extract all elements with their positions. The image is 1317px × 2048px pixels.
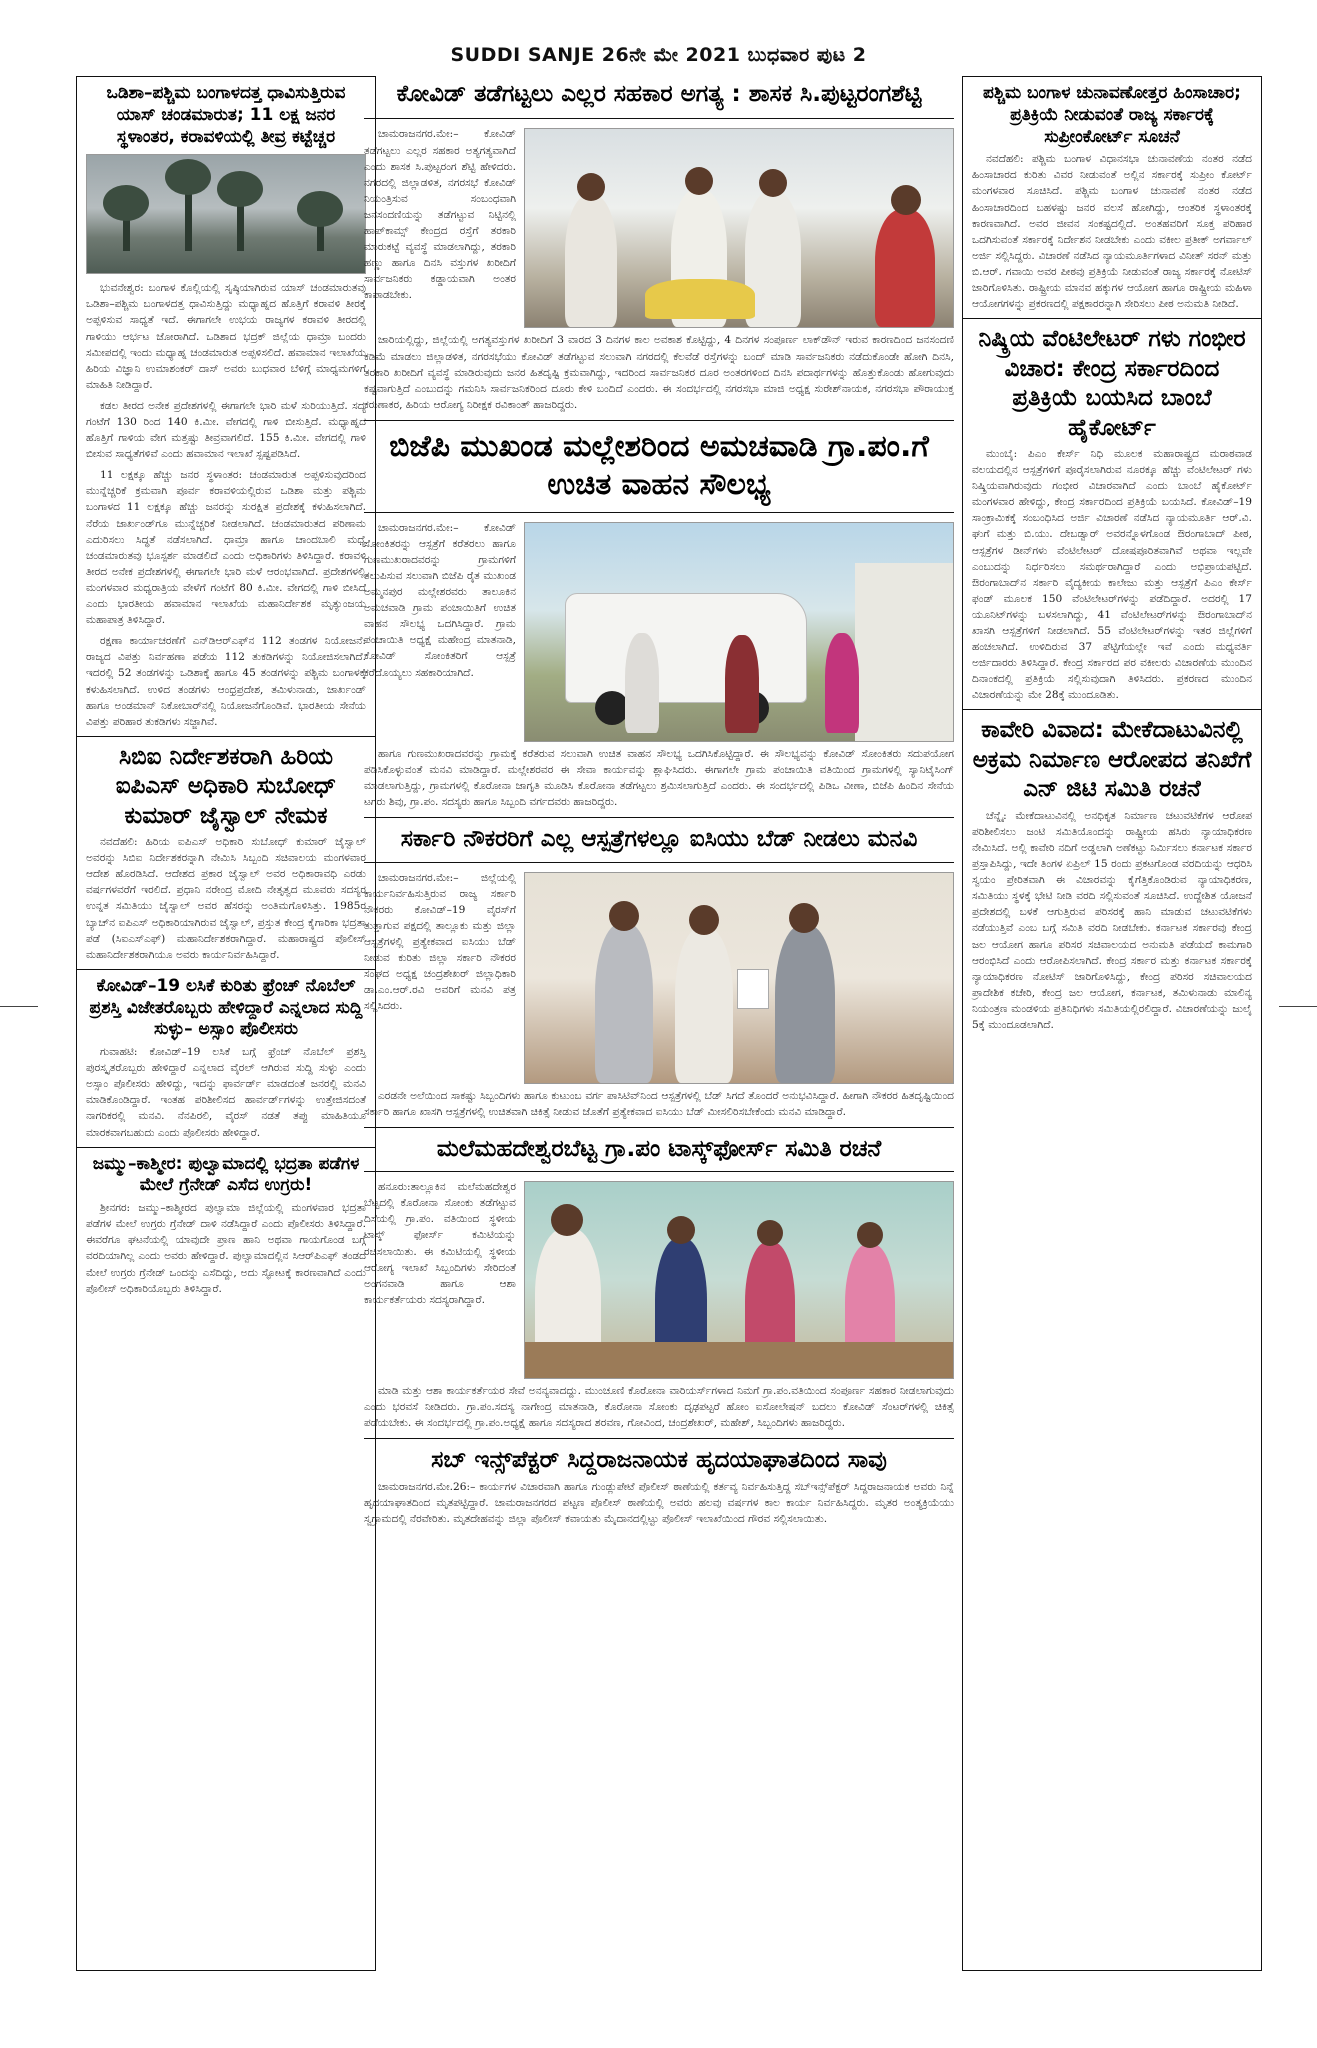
article-covid-body: ಜಾರಿಯಲ್ಲಿದ್ದು, ಜಿಲ್ಲೆಯಲ್ಲಿ ಅಗತ್ಯವಸ್ತುಗಳ ಖರೀದಿಗೆ 3 ವಾರದ 3 ದಿನಗಳ ಕಾಲ ಅವಕಾಶ ಕೊಟ್ಟಿದ್ದು, 4 ದಿನಗಳ ಸಂಪೂರ್ಣ ಲಾಕ್‌ಡೌನ್ ಇರುವ ಕಾರಣದಿಂದ ಜನಸಂದಣಿ ಕಡಿಮೆ ಮಾಡಲು ಜಿಲ್ಲಾಡಳಿತ, ನಗರಸಭೆಯು ಕೋವಿಡ್ ತಡೆಗಟ್ಟುವ ಸಲುವಾಗಿ ನಗರದಲ್ಲಿ ಕೆಲವೆಡೆ ರಸ್ತೆಗಳನ್ನು ಬಂದ್ ಮಾಡಿ ಸಾರ್ವಜನಿಕರು ನಡೆದುಕೊಂಡೇ ಹೋಗಿ ದಿನಸಿ, ತರಕಾರಿ ಖರೀದಿಗೆ ವ್ಯವಸ್ಥೆ ಮಾಡಿರುವುದು ಜನರ ಹಿತದೃಷ್ಟಿ ಕ್ರಮವಾಗಿದ್ದು, ಇದರಿಂದ ಸಾರ್ವಜನಿಕರ ದೂರ ಅಂತರಗಳಿಂದ ದಿನಸಿ ಪದಾರ್ಥಗಳನ್ನು ಹೊತ್ತುಕೊಂಡು ಹೋಗುವುದು ಕಷ್ಟವಾಗುತ್ತಿದೆ ಎಂಬುದನ್ನು ಗಮನಿಸಿ ಸಾರ್ವಜನಿಕರಿಂದ ದೂರು ಕೇಳಿ ಬಂದಿದೆ ಎಂದರು. ಈ ಸಂದರ್ಭದಲ್ಲಿ ನಗರಸಭಾ ಮಾಜಿ ಅಧ್ಯಕ್ಷ ಸುರೇಶ್‌ನಾಯಕ, ನಗರಸಭಾ ಪೌರಾಯುಕ್ತ ಕರುಣಾಕರ, ಹಿರಿಯ ಆರೋಗ್ಯ ನಿರೀಕ್ಷಕ ರವಿಕಾಂತ್ ಹಾಜರಿದ್ದರು. — [364, 334, 954, 411]
article-free-vehicle — [364, 520, 954, 810]
person-shape — [875, 209, 935, 327]
wheel-shape — [595, 691, 629, 725]
divider — [963, 709, 1261, 710]
headline-cauvery: ಕಾವೇರಿ ವಿವಾದ: ಮೇಕೆದಾಟುವಿನಲ್ಲಿ ಅಕ್ರಮ ನಿರ್ಮಾಣ ಆರೋಪದ ತನಿಖೆಗೆ ಎನ್ ಜಿಟಿ ಸಮಿತಿ ರಚನೆ — [972, 717, 1252, 803]
tree-shape — [237, 197, 244, 251]
building-shape — [855, 563, 953, 741]
divider — [364, 1438, 954, 1439]
article-icu-body: ಎರಡನೇ ಅಲೆಯಿಂದ ಸಾಕಷ್ಟು ಸಿಬ್ಬಂದಿಗಳು ಹಾಗೂ ಕುಟುಂಬ ವರ್ಗ ಪಾಸಿಟಿವ್‌ನಿಂದ ಆಸ್ಪತ್ರೆಗಳಲ್ಲಿ ಬೆಡ್ ಸಿಗದೆ ತೊಂದರೆ ಅನುಭವಿಸಿದ್ದಾರೆ. ಹೀಗಾಗಿ ನೌಕರರ ಹಿತದೃಷ್ಟಿಯಿಂದ ಸರ್ಕಾರಿ ಹಾಗೂ ಖಾಸಗಿ ಆಸ್ಪತ್ರೆಗಳಲ್ಲಿ ಉಚಿತವಾಗಿ ಚಿಕಿತ್ಸೆ ನೀಡುವ ಜೊತೆಗೆ ಪ್ರತ್ಯೇಕವಾದ ಐಸಿಯು ಬೆಡ್ ಮೀಸಲಿರಿಸಬೇಕೆಂದು ಮನವಿ ಮಾಡಿದ್ದಾರೆ. — [364, 1089, 954, 1118]
article-taskforce-body: ಮಾಡಿ ಮತ್ತು ಆಶಾ ಕಾರ್ಯಕರ್ತೆಯರ ಸೇವೆ ಅನನ್ಯವಾದದ್ದು. ಮುಂಚೂಣಿ ಕೊರೋನಾ ವಾರಿಯರ್ಸ್‌ಗಳಾದ ನಿಮಗೆ ಗ್ರಾ.ಪಂ.ವತಿಯಿಂದ ಸಂಪೂರ್ಣ ಸಹಕಾರ ನೀಡಲಾಗುವುದು ಎಂದು ಭರವಸೆ ನೀಡಿದರು. ಗ್ರಾ.ಪಂ.ಸದಸ್ಯ ನಾಗೇಂದ್ರ ಮಾತನಾಡಿ, ಕೊರೋನಾ ಸೋಂಕು ದೃಢಪಟ್ಟರೆ ಹೋಂ ಐಸೋಲೇಷನ್ ಬದಲು ಕೋವಿಡ್ ಸೆಂಟರ್‌ಗಳಲ್ಲಿ ಚಿಕಿತ್ಸೆ ಪಡೆಯಬೇಕು. ಈ ಸಂದರ್ಭದಲ್ಲಿ ಗ್ರಾ.ಪಂ.ಅಧ್ಯಕ್ಷೆ ಹಾಗೂ ಸದಸ್ಯರಾದ ಶರವಣ, ಗೋವಿಂದ, ಚಂದ್ರಶೇಖರ್, ಮಹೇಶ್, ಸಿಬ್ಬಂದಿಗಳು ಹಾಜರಿದ್ದರು. — [364, 1385, 954, 1430]
headline-cyclone-yaas: ಒಡಿಶಾ–ಪಶ್ಚಿಮ ಬಂಗಾಳದತ್ತ ಧಾವಿಸುತ್ತಿರುವ ಯಾಸ್ ಚಂಡಮಾರುತ; 11 ಲಕ್ಷ ಜನರ ಸ್ಥಳಾಂತರ, ಕರಾವಳಿಯಲ್ಲಿ ತೀವ್ರ ಕಟ್ಟೆಚ್ಚರ — [106, 83, 346, 147]
margin-rule-left — [0, 1006, 38, 1007]
article-cauvery: ಚೆನ್ನೈ: ಮೇಕೆದಾಟುವಿನಲ್ಲಿ ಅನಧಿಕೃತ ನಿರ್ಮಾಣ ಚಟುವಟಿಕೆಗಳ ಆರೋಪ ಪರಿಶೀಲಿಸಲು ಜಂಟಿ ಸಮಿತಿಯೊಂದನ್ನು ರಾಷ್ಟ್ರೀಯ ಹಸಿರು ನ್ಯಾಯಾಧಿಕರಣ ನೇಮಿಸಿದೆ. ಅಲ್ಲಿ ಕಾವೇರಿ ನದಿಗೆ ಅಡ್ಡಲಾಗಿ ಅಣೆಕಟ್ಟು ನಿರ್ಮಿಸಲು ಕರ್ನಾಟಕ ಸರ್ಕಾರ ಪ್ರಸ್ತಾಪಿಸಿದ್ದು, ಇದೇ ತಿಂಗಳ ಏಪ್ರಿಲ್ 15 ರಂದು ಪ್ರಕಟಗೊಂಡ ವರದಿಯನ್ನು ಆಧರಿಸಿ ಸ್ವಯಂ ಪ್ರೇರಿತವಾಗಿ ಈ ವಿಚಾರವನ್ನು ಕೈಗೆತ್ತಿಕೊಂಡಿರುವ ನ್ಯಾಯಾಧಿಕರಣ, ಸಮಿತಿಯು ಸ್ಥಳಕ್ಕೆ ಭೇಟಿ ನೀಡಿ ವರದಿ ಸಲ್ಲಿಸುವಂತೆ ಸೂಚಿಸಿದೆ. ಉದ್ದೇಶಿತ ಯೋಜನೆ ಪ್ರದೇಶದಲ್ಲಿ ಬಳಕೆ ಆಗುತ್ತಿರುವ ಪರಿಸರಕ್ಕೆ ಹಾನಿ ಮಾಡುವ ಚಟುವಟಿಕೆಗಳು ನಡೆಯುತ್ತಿವೆ ಎಂಬ ಬಗ್ಗೆ ಸಮಿತಿ ವರದಿ ನೀಡಬೇಕು. ಕರ್ನಾಟಕ ಸರ್ಕಾರವು ಕೇಂದ್ರ ಜಲ ಆಯೋಗ ಹಾಗೂ ಪರಿಸರ ಸಚಿವಾಲಯದ ಅನುಮತಿ ಪಡೆಯದೆ ಕಾಮಗಾರಿ ಆರಂಭಿಸಿದೆ ಎಂದು ಆರೋಪಿಸಲಾಗಿದೆ. ಕೇಂದ್ರ ಸರ್ಕಾರ ಮತ್ತು ಕರ್ನಾಟಕ ಸರ್ಕಾರಕ್ಕೆ ನ್ಯಾಯಾಧಿಕರಣ ನೋಟಿಸ್ ಜಾರಿಗೊಳಿಸಿದ್ದು, ಕೇಂದ್ರ ಪರಿಸರ ಸಚಿವಾಲಯದ ಪ್ರಾದೇಶಿಕ ಕಚೇರಿ, ಕೇಂದ್ರ ಜಲ ಆಯೋಗ, ಕರ್ನಾಟಕ, ತಮಿಳುನಾಡು ಮಾಲಿನ್ಯ ನಿಯಂತ್ರಣ ಮಂಡಳಿಯ ಪ್ರತಿನಿಧಿಗಳು ಸಮಿತಿಯಲ್ಲಿರಲಿದ್ದಾರೆ. ವಿಚಾರಣೆಯನ್ನು ಜುಲೈ 5ಕ್ಕೆ ಮುಂದೂಡಲಾಗಿದೆ. — [972, 809, 1252, 1031]
person-head — [689, 905, 719, 935]
person-head — [551, 1204, 583, 1236]
divider — [77, 736, 375, 737]
article-taskforce — [364, 1179, 954, 1431]
person-shape — [775, 925, 835, 1083]
article-cyclone-p3: 11 ಲಕ್ಷಕ್ಕೂ ಹೆಚ್ಚು ಜನರ ಸ್ಥಳಾಂತರ: ಚಂಡಮಾರುತ ಅಪ್ಪಳಿಸುವುದರಿಂದ ಮುನ್ನೆಚ್ಚರಿಕೆ ಕ್ರಮವಾಗಿ ಪೂರ್ವ ಕರಾವಳಿಯಲ್ಲಿರುವ ಒಡಿಶಾ ಮತ್ತು ಪಶ್ಚಿಮ ಬಂಗಾಳದ 11 ಲಕ್ಷಕ್ಕೂ ಹೆಚ್ಚು ಜನರನ್ನು ಸುರಕ್ಷಿತ ಪ್ರದೇಶಕ್ಕೆ ಕಳುಹಿಸಲಾಗಿದೆ. ನೆರೆಯ ಜಾರ್ಖಂಡ್‌ಗೂ ಮುನ್ನೆಚ್ಚರಿಕೆ ನೀಡಲಾಗಿದೆ. ಚಂಡಮಾರುತದ ಪರಿಣಾಮ ಎದುರಿಸಲು ಸಿದ್ಧತೆ ನಡೆಸಲಾಗಿದೆ. ಧಾಮ್ರಾ ಹಾಗೂ ಚಾಂದಬಾಲಿ ಮಧ್ಯೆ ಚಂಡಮಾರುತವು ಭೂಸ್ಪರ್ಶ ಮಾಡಲಿದೆ ಎಂದು ಅಧಿಕಾರಿಗಳು ತಿಳಿಸಿದ್ದಾರೆ. ಕರಾವಳಿ ತೀರದ ಅನೇಕ ಪ್ರದೇಶಗಳಲ್ಲಿ ಈಗಾಗಲೇ ಭಾರಿ ಮಳೆ ಆರಂಭವಾಗಿದೆ. ಪ್ರದೇಶಗಳಲ್ಲಿ ಮಂಗಳವಾರ ಮಧ್ಯರಾತ್ರಿಯ ವೇಳೆಗೆ ಗಂಟೆಗೆ 80 ಕಿ.ಮೀ. ವೇಗದಲ್ಲಿ ಗಾಳಿ ಬೀಸಿದೆ ಎಂದು ಭಾರತೀಯ ಹವಾಮಾನ ಇಲಾಖೆಯ ಮಹಾನಿರ್ದೇಶಕ ಮೃತ್ಯುಂಜಯ ಮಹಾಪಾತ್ರ ತಿಳಿಸಿದ್ದಾರೆ. — [86, 469, 366, 627]
produce-pile — [645, 279, 755, 319]
headline-cbi-director: ಸಿಬಿಐ ನಿರ್ದೇಶಕರಾಗಿ ಹಿರಿಯ ಐಪಿಎಸ್ ಅಧಿಕಾರಿ ಸುಬೋಧ್ ಕುಮಾರ್ ಜೈಸ್ವಾಲ್ ನೇಮಕ — [115, 743, 337, 829]
article-covid-side: ಚಾಮರಾಜನಗರ.ಮೇ:– ಕೋವಿಡ್ ತಡೆಗಟ್ಟಲು ಎಲ್ಲರ ಸಹಕಾರ ಅತ್ಯಗತ್ಯವಾಗಿದೆ ಎಂದು ಶಾಸಕ ಸಿ.ಪುಟ್ಟರಂಗ ಶೆಟ್ಟಿ ಹೇಳಿದರು. ನಗರದಲ್ಲಿ ಜಿಲ್ಲಾಡಳಿತ, ನಗರಸಭೆ ಕೋವಿಡ್ ನಿಯಂತ್ರಿಸುವ ಸಂಬಂಧವಾಗಿ ಜನಸಂದಣಿಯನ್ನು ತಡೆಗಟ್ಟುವ ನಿಟ್ಟಿನಲ್ಲಿ ಹಾಪ್‌ಕಾಮ್ಸ್ ಕೇಂದ್ರದ ರಸ್ತೆಗೆ ತರಕಾರಿ ಮಾರುಕಟ್ಟೆ ವ್ಯವಸ್ಥೆ ಮಾಡಲಾಗಿದ್ದು, ತರಕಾರಿ ಹಣ್ಣು ಹಾಗೂ ದಿನಸಿ ವಸ್ತುಗಳ ಖರೀದಿಗೆ ಸಾರ್ವಜನಿಕರು ಕಡ್ಡಾಯವಾಗಿ ಅಂತರ ಕಾಪಾಡಬೇಕು. — [364, 128, 516, 302]
people-photo — [524, 128, 954, 328]
article-vehicle-side: ಚಾಮರಾಜನಗರ.ಮೇ:– ಕೋವಿಡ್ ಸೋಂಕಿತರನ್ನು ಆಸ್ಪತ್ರೆಗೆ ಕರೆತರಲು ಹಾಗೂ ಗುಣಮುಖರಾದವರನ್ನು ಗ್ರಾಮಗಳಿಗೆ ತಲುಪಿಸುವ ಸಲುವಾಗಿ ಬಿಜೆಪಿ ರೈತ ಮುಖಂಡ ಅಮ್ಮನಪುರ ಮಲ್ಲೇಶರವರು ತಾಲೂಕಿನ ಅಮಚವಾಡಿ ಗ್ರಾಮ ಪಂಚಾಯಿತಿಗೆ ಉಚಿತ ವಾಹನ ಸೌಲಭ್ಯ ಒದಗಿಸಿದ್ದಾರೆ. ಗ್ರಾಮ ಪಂಚಾಯಿತಿ ಅಧ್ಯಕ್ಷೆ ಮಹೇಂದ್ರ ಮಾತನಾಡಿ, ಕೋವಿಡ್ ಸೋಂಕಿತರಿಗೆ ಆಸ್ಪತ್ರೆ ಕರೆದೊಯ್ಯಲು ಸಹಕಾರಿಯಾಗಿದೆ. — [364, 521, 516, 679]
middle-column — [364, 76, 954, 1971]
tree-shape — [123, 211, 130, 251]
masthead: SUDDI SANJE 26ನೇ ಮೇ 2021 ಬುಧವಾರ ಪುಟ 2 — [450, 44, 867, 66]
divider — [364, 1171, 954, 1172]
meeting-photo — [524, 1181, 954, 1379]
margin-rule-right — [1279, 1006, 1317, 1007]
divider — [963, 318, 1261, 319]
article-bengal: ನವದೆಹಲಿ: ಪಶ್ಚಿಮ ಬಂಗಾಳ ವಿಧಾನಸಭಾ ಚುನಾವಣೆಯ ನಂತರ ನಡೆದ ಹಿಂಸಾಚಾರದ ಕುರಿತು ವಿವರ ನೀಡುವಂತೆ ಅಲ್ಲಿನ ಸರ್ಕಾರಕ್ಕೆ ಸುಪ್ರೀಂ ಕೋರ್ಟ್ ಮಂಗಳವಾರ ಸೂಚಿಸಿದೆ. ಪಶ್ಚಿಮ ಬಂಗಾಳ ಚುನಾವಣೆ ನಂತರ ನಡೆದ ಹಿಂಸಾಚಾರದಿಂದ ಬಹಳಷ್ಟು ಜನರ ವಲಸೆ ಹೋಗಿದ್ದು, ಆಂತರಿಕ ಸ್ಥಳಾಂತರಕ್ಕೆ ಕಾರಣವಾಗಿದೆ. ಅವರ ಜೀವನ ಸಂಕಷ್ಟದಲ್ಲಿದೆ. ಅಂತಹವರಿಗೆ ಸೂಕ್ತ ಪರಿಹಾರ ಒದಗಿಸುವಂತೆ ಸರ್ಕಾರಕ್ಕೆ ನಿರ್ದೇಶನ ನೀಡಬೇಕು ಎಂದು ವಕೀಲ ಪ್ರತೀಕ್ ಅಗರ್ವಾಲ್ ಅರ್ಜಿ ಸಲ್ಲಿಸಿದ್ದರು. ವಿಚಾರಣೆ ನಡೆಸಿದ ನ್ಯಾಯಮೂರ್ತಿಗಳಾದ ವಿನೀತ್ ಸರನ್ ಮತ್ತು ಬಿ.ಆರ್. ಗವಾಯಿ ಅವರ ಪೀಠವು ಪ್ರತಿಕ್ರಿಯೆ ನೀಡುವಂತೆ ರಾಜ್ಯ ಸರ್ಕಾರಕ್ಕೆ ನೋಟಿಸ್ ಜಾರಿಗೊಳಿಸಿತು. ರಾಷ್ಟ್ರೀಯ ಮಾನವ ಹಕ್ಕುಗಳ ಆಯೋಗ ಹಾಗೂ ರಾಷ್ಟ್ರೀಯ ಮಹಿಳಾ ಆಯೋಗಗಳನ್ನು ಪ್ರಕರಣದಲ್ಲಿ ಪಕ್ಷಕಾರರನ್ನಾಗಿ ಸೇರಿಸಲು ಪೀಠ ಅನುಮತಿ ನೀಡಿದೆ. — [972, 153, 1252, 311]
article-ventilators: ಮುಂಬೈ: ಪಿಎಂ ಕೇರ್ಸ್ ನಿಧಿ ಮೂಲಕ ಮಹಾರಾಷ್ಟ್ರದ ಮರಾಠವಾಡ ವಲಯದಲ್ಲಿನ ಆಸ್ಪತ್ರೆಗಳಿಗೆ ಪೂರೈಸಲಾಗಿರುವ ನೂರಕ್ಕೂ ಹೆಚ್ಚು ವೆಂಟಿಲೇಟರ್ ಗಳು ನಿಷ್ಕ್ರಿಯವಾಗಿರುವುದು ಗಂಭೀರ ವಿಚಾರವಾಗಿದೆ ಎಂದು ಬಾಂಬೆ ಹೈಕೋರ್ಟ್ ಮಂಗಳವಾರ ಹೇಳಿದ್ದು, ಕೇಂದ್ರ ಸರ್ಕಾರದಿಂದ ಪ್ರತಿಕ್ರಿಯೆ ಬಯಸಿದೆ. ಕೋವಿಡ್–19 ಸಾಂಕ್ರಾಮಿಕಕ್ಕೆ ಸಂಬಂಧಿಸಿದ ಅರ್ಜಿ ವಿಚಾರಣೆ ನಡೆಸಿದ ನ್ಯಾಯಮೂರ್ತಿ ಆರ್.ವಿ. ಘುಗೆ ಮತ್ತು ಬಿ.ಯು. ದೇಬಡ್ವಾರ್ ಅವರನ್ನೊಳಗೊಂಡ ಔರಂಗಾಬಾದ್ ಪೀಠ, ಆಸ್ಪತ್ರೆಗಳ ಡೀನ್‌ಗಳು ವೆಂಟಿಲೇಟರ್ ದೋಷಪೂರಿತವಾಗಿವೆ ಅಥವಾ ಇಲ್ಲವೇ ಎಂಬುದನ್ನು ನಿರ್ಧರಿಸಲು ಸಮರ್ಥರಾಗಿದ್ದಾರೆ ಎಂದು ಅಭಿಪ್ರಾಯಪಟ್ಟಿದೆ. ಔರಂಗಾಬಾದ್‌ನ ಸರ್ಕಾರಿ ವೈದ್ಯಕೀಯ ಕಾಲೇಜು ಮತ್ತು ಆಸ್ಪತ್ರೆಗೆ ಪಿಎಂ ಕೇರ್ಸ್ ಫಂಡ್ ಮೂಲಕ 150 ವೆಂಟಿಲೇಟರ್‌ಗಳನ್ನು ಪಡೆದಿದ್ದಾರೆ. ಅದರಲ್ಲಿ 17 ಯೂನಿಟ್‌ಗಳನ್ನು ಬಳಸಲಾಗಿದ್ದು, 41 ವೆಂಟಿಲೇಟರ್‌ಗಳನ್ನು ಔರಂಗಾಬಾದ್‌ನ ಖಾಸಗಿ ಆಸ್ಪತ್ರೆಗಳಿಗೆ ನೀಡಲಾಗಿದೆ. 55 ವೆಂಟಿಲೇಟರ್‌ಗಳನ್ನು ಇತರ ಜಿಲ್ಲೆಗಳಿಗೆ ಹಂಚಲಾಗಿದೆ. ಉಳಿದಿರುವ 37 ಪೆಟ್ಟಿಗೆಯಲ್ಲೇ ಇವೆ ಎಂದು ಮಧ್ಯವರ್ತಿ ಅರ್ಜಿದಾರರು ತಿಳಿಸಿದ್ದಾರೆ. ಕೇಂದ್ರ ಸರ್ಕಾರದ ಪರ ವಕೀಲರು ವಿಚಾರಣೆಯ ಮುಂದಿನ ದಿನಾಂಕದಲ್ಲಿ ಪ್ರತಿಕ್ರಿಯೆ ಸಲ್ಲಿಸುವುದಾಗಿ ತಿಳಿಸಿದರು. ಪ್ರಕರಣದ ಮುಂದಿನ ವಿಚಾರಣೆಯನ್ನು ಮೇ 28ಕ್ಕೆ ಮುಂದೂಡಿತು. — [972, 447, 1252, 702]
person-head — [857, 1222, 883, 1248]
person-shape — [595, 923, 653, 1083]
person-shape — [825, 633, 859, 733]
van-shape — [565, 593, 807, 703]
person-shape — [675, 927, 733, 1083]
article-cyclone-p1: ಭುವನೇಶ್ವರ: ಬಂಗಾಳ ಕೊಲ್ಲಿಯಲ್ಲಿ ಸೃಷ್ಠಿಯಾಗಿರುವ ಯಾಸ್ ಚಂಡಮಾರುತವು ಒಡಿಶಾ–ಪಶ್ಚಿಮ ಬಂಗಾಳದತ್ತ ಧಾವಿಸುತ್ತಿದ್ದು ಮಧ್ಯಾಹ್ನದ ಹೊತ್ತಿಗೆ ಕರಾವಳಿ ತೀರಕ್ಕೆ ಅಪ್ಪಳಿಸುವ ಸಾಧ್ಯತೆ ಇದೆ. ಈಗಾಗಲೇ ಉಭಯ ರಾಜ್ಯಗಳ ಕರಾವಳಿ ತೀರದಲ್ಲಿ ಗಾಳಿಯು ಆರ್ಭಟ ಜೋರಾಗಿದೆ. ಒಡಿಶಾದ ಭದ್ರಕ್ ಜಿಲ್ಲೆಯ ಧಾಮ್ರಾ ಬಂದರು ಸಮೀಪದಲ್ಲಿ ಇಂದು ಮಧ್ಯಾಹ್ನ ಚಂಡಮಾರುತ ಅಪ್ಪಳಿಸಲಿದೆ. ಹವಾಮಾನ ಇಲಾಖೆಯ ಹಿರಿಯ ವಿಜ್ಞಾನಿ ಉಮಾಶಂಕರ್ ದಾಸ್ ಅವರು ಬುಧವಾರ ಬೆಳಿಗ್ಗೆ ಮಾಧ್ಯಮಗಳಿಗೆ ಮಾಹಿತಿ ನೀಡಿದ್ದಾರೆ. — [86, 282, 366, 391]
storm-photo — [86, 154, 366, 274]
divider — [364, 118, 954, 119]
headline-pulwama-grenade: ಜಮ್ಮು–ಕಾಶ್ಮೀರ: ಪುಲ್ವಾಮಾದಲ್ಲಿ ಭದ್ರತಾ ಪಡೆಗಳ ಮೇಲೆ ಗ್ರೆನೇಡ್ ಎಸೆದ ಉಗ್ರರು! — [92, 1153, 360, 1196]
divider — [364, 817, 954, 818]
person-shape — [625, 633, 659, 733]
article-taskforce-side: ಹನೂರು:ತಾಲ್ಲೂಕಿನ ಮಲೆಮಹದೇಶ್ವರ ಬೆಟ್ಟದಲ್ಲಿ ಕೊರೋನಾ ಸೋಂಕು ತಡೆಗಟ್ಟುವ ದಿಸೆಯಲ್ಲಿ ಗ್ರಾ.ಪಂ. ವತಿಯಿಂದ ಸ್ಥಳೀಯ ಟಾಸ್ಕ್ ಫೋರ್ಸ್ ಕಮಿಟಿಯನ್ನು ರಚಿಸಲಾಯಿತು. ಈ ಕಮಿಟಿಯಲ್ಲಿ ಸ್ಥಳೀಯ ಆರೋಗ್ಯ ಇಲಾಖೆ ಸಿಬ್ಬಂದಿಗಳು ಸೇರಿದಂತೆ ಅಂಗನವಾಡಿ ಹಾಗೂ ಆಶಾ ಕಾರ್ಯಕರ್ತೆಯರು ಸದಸ್ಯರಾಗಿದ್ದಾರೆ. — [364, 1181, 516, 1306]
vehicle-photo — [524, 522, 954, 742]
article-vehicle-body: ಹಾಗೂ ಗುಣಮುಖರಾದವರನ್ನು ಗ್ರಾಮಕ್ಕೆ ಕರೆತರುವ ಸಲುವಾಗಿ ಉಚಿತ ವಾಹನ ಸೌಲಭ್ಯ ಒದಗಿಸಿಕೊಟ್ಟಿದ್ದಾರೆ. ಈ ಸೌಲಭ್ಯವನ್ನು ಕೋವಿಡ್ ಸೋಂಕಿತರು ಸದುಪಯೋಗ ಪಡಿಸಿಕೊಳ್ಳುವಂತೆ ಮನವಿ ಮಾಡಿದ್ದಾರೆ. ಮಲ್ಲೇಶರವರ ಈ ಸೇವಾ ಕಾರ್ಯವನ್ನು ಶ್ಲಾಘಿಸಿದರು. ಈಗಾಗಲೇ ಗ್ರಾಮ ಪಂಚಾಯಿತಿ ವತಿಯಿಂದ ಗ್ರಾಮಗಳಲ್ಲಿ ಸ್ಯಾನಿಟೈಸಿಂಗ್ ಮಾಡಲಾಗುತ್ತಿದ್ದು, ಗ್ರಾಮಗಳಲ್ಲಿ ಕೊರೋನಾ ಜಾಗೃತಿ ಮೂಡಿಸಿ ಕೊರೋನಾ ತಡೆಗಟ್ಟಲು ಶ್ರಮಿಸಲಾಗುತ್ತಿದೆ ಎಂದರು. ಈ ಸಂದರ್ಭದಲ್ಲಿ ಪಿಡಿಒ ವೀಣಾ, ಬಿಜೆಪಿ ಹಿಂದಿನ ಸೇನೆಯ ಟಗರು ಶಿವು, ಗ್ರಾ.ಪಂ. ಸದಸ್ಯರು ಹಾಗೂ ಸಿಬ್ಬಂದಿ ವರ್ಗದವರು ಹಾಜರಿದ್ದರು. — [364, 747, 954, 808]
headline-covid-cooperation: ಕೋವಿಡ್ ತಡೆಗಟ್ಟಲು ಎಲ್ಲರ ಸಹಕಾರ ಅಗತ್ಯ : ಶಾಸಕ ಸಿ.ಪುಟ್ಟರಂಗಶೆಟ್ಟಿ — [396, 81, 922, 107]
headline-ventilators: ನಿಷ್ಕ್ರಿಯ ವೆಂಟಿಲೇಟರ್ ಗಳು ಗಂಭೀರ ವಿಚಾರ: ಕೇಂದ್ರ ಸರ್ಕಾರದಿಂದ ಪ್ರತಿಕ್ರಿಯೆ ಬಯಸಿದ ಬಾಂಬೆ ಹೈಕೋರ್ಟ್ — [978, 326, 1246, 441]
table-shape — [525, 1342, 953, 1378]
divider — [77, 1147, 375, 1148]
handover-photo — [524, 872, 954, 1084]
person-head — [667, 1216, 695, 1244]
person-head — [789, 903, 819, 933]
article-cyclone-p2: ಕಡಲ ತೀರದ ಅನೇಕ ಪ್ರದೇಶಗಳಲ್ಲಿ ಈಗಾಗಲೇ ಭಾರಿ ಮಳೆ ಸುರಿಯುತ್ತಿದೆ. ಸದ್ಯ ಗಂಟೆಗೆ 130 ರಿಂದ 140 ಕಿ.ಮೀ. ವೇಗದಲ್ಲಿ ಗಾಳಿ ಬೀಸುತ್ತಿದೆ. ಮಧ್ಯಾಹ್ನದ ಹೊತ್ತಿಗೆ ಗಾಳಿಯ ವೇಗ ಮತ್ತಷ್ಟು ತೀವ್ರವಾಗಲಿದೆ. 155 ಕಿ.ಮೀ. ವೇಗದಲ್ಲಿ ಗಾಳಿ ಬೀಸುವ ಸಾಧ್ಯತೆಗಳಿವೆ ಎಂದು ಹವಾಮಾನ ಇಲಾಖೆ ಸ್ಪಷ್ಟಪಡಿಸಿದೆ. — [86, 399, 366, 461]
tree-shape — [317, 217, 324, 251]
tree-shape — [185, 185, 192, 251]
article-vaccine: ಗುವಾಹಟಿ: ಕೋವಿಡ್–19 ಲಸಿಕೆ ಬಗ್ಗೆ ಫ್ರೆಂಚ್ ನೊಬೆಲ್ ಪ್ರಶಸ್ತಿ ಪುರಸ್ಕೃತರೊಬ್ಬರು ಹೇಳಿದ್ದಾರೆ ಎನ್ನಲಾದ ವೈರಲ್ ಆಗಿರುವ ಸುದ್ದಿ ಸುಳ್ಳು ಎಂದು ಅಸ್ಸಾಂ ಪೊಲೀಸರು ಹೇಳಿದ್ದು, ಇದನ್ನು ಫಾರ್ವರ್ಡ್ ಮಾಡದಂತೆ ಜನರಲ್ಲಿ ಮನವಿ ಮಾಡಿಕೊಂಡಿದ್ದಾರೆ. ಇಂತಹ ಪರಿಶೀಲಿಸದ ಹಾರ್ವರ್ಡ್‌ಗಳನ್ನು ಉತ್ತೇಜಿಸದಂತೆ ನಾಗರಿಕರಲ್ಲಿ ಮನವಿ. ನೆನಪಿರಲಿ, ವೈರಸ್ ನಡತೆ ತಪ್ಪು ಮಾಹಿತಿಯೂ ಮಾರಕವಾಗಬಹುದು ಎಂದು ಪೊಲೀಸರು ಹೇಳಿದ್ದಾರೆ. — [86, 1046, 366, 1139]
person-shape — [725, 635, 759, 733]
divider — [364, 862, 954, 863]
person-head — [609, 901, 639, 931]
divider — [364, 512, 954, 513]
letter-shape — [737, 969, 769, 1009]
article-cbi: ನವದೆಹಲಿ: ಹಿರಿಯ ಐಪಿಎಸ್ ಅಧಿಕಾರಿ ಸುಬೋಧ್ ಕುಮಾರ್ ಜೈಸ್ವಾಲ್ ಅವರನ್ನು ಸಿಬಿಐ ನಿರ್ದೇಶಕರನ್ನಾಗಿ ನೇಮಿಸಿ ಸಿಬ್ಬಂದಿ ಸಚಿವಾಲಯ ಮಂಗಳವಾರ ಆದೇಶ ಹೊರಡಿಸಿದೆ. ಆದೇಶದ ಪ್ರಕಾರ ಜೈಸ್ವಾಲ್ ಅವರ ಅಧಿಕಾರಾವಧಿ ಎರಡು ವರ್ಷಗಳವರೆಗೆ ಇರಲಿದೆ. ಪ್ರಧಾನಿ ನರೇಂದ್ರ ಮೋದಿ ನೇತೃತ್ವದ ಮೂವರು ಸದಸ್ಯರ ಉನ್ನತ ಸಮಿತಿಯು ಜೈಸ್ವಾಲ್ ಅವರ ಹೆಸರನ್ನು ಅಂತಿಮಗೊಳಿಸಿತ್ತು. 1985ರ ಬ್ಯಾಚ್‌ನ ಐಪಿಎಸ್ ಅಧಿಕಾರಿಯಾಗಿರುವ ಜೈಸ್ವಾಲ್, ಪ್ರಸ್ತುತ ಕೇಂದ್ರ ಕೈಗಾರಿಕಾ ಭದ್ರತಾ ಪಡೆ (ಸಿಐಎಸ್‌ಎಫ್) ಮಹಾನಿರ್ದೇಶಕರಾಗಿದ್ದಾರೆ. ಮಹಾರಾಷ್ಟ್ರದ ಪೊಲೀಸ್ ಮಹಾನಿರ್ದೇಶಕರಾಗಿಯೂ ಅವರು ಕಾರ್ಯನಿರ್ವಹಿಸಿದ್ದಾರೆ. — [86, 836, 366, 961]
headline-si-death: ಸಬ್ ಇನ್ಸ್‌ಪೆಕ್ಟರ್ ಸಿದ್ದರಾಜನಾಯಕ ಹೃದಯಾಘಾತದಿಂದ ಸಾವು — [431, 1447, 887, 1474]
article-cyclone-p4: ರಕ್ಷಣಾ ಕಾರ್ಯಾಚರಣೆಗೆ ಎನ್‌ಡಿಆರ್‌ಎಫ್‌ನ 112 ತಂಡಗಳ ನಿಯೋಜನೆ: ರಾಜ್ಯದ ವಿಪತ್ತು ನಿರ್ವಹಣಾ ಪಡೆಯ 112 ತುಕಡಿಗಳನ್ನು ನಿಯೋಜಿಸಲಾಗಿದೆ. ಇದರಲ್ಲಿ 52 ತಂಡಗಳನ್ನು ಒಡಿಶಾಕ್ಕೆ ಹಾಗೂ 45 ತಂಡಗಳನ್ನು ಪಶ್ಚಿಮ ಬಂಗಾಳಕ್ಕೆ ಕಳುಹಿಸಲಾಗಿದೆ. ಉಳಿದ ತಂಡಗಳು ಆಂಧ್ರಪ್ರದೇಶ, ತಮಿಳುನಾಡು, ಜಾರ್ಖಂಡ್ ಹಾಗೂ ಅಂಡಮಾನ್ ನಿಕೋಬಾರ್‌ನಲ್ಲಿ ನಿಯೋಜನೆಗೊಂಡಿವೆ. ಭಾರತೀಯ ಸೇನೆಯ ವಿಪತ್ತು ಪರಿಹಾರ ತುಕಡಿಗಳು ಸಜ್ಜಾಗಿವೆ. — [86, 635, 366, 728]
divider — [364, 420, 954, 421]
article-covid-cooperation — [364, 126, 954, 412]
person-shape — [565, 195, 617, 327]
article-si-death: ಚಾಮರಾಜನಗರ.ಮೇ.26:– ಕಾರ್ಯಗಳ ವಿಚಾರವಾಗಿ ಹಾಗೂ ಗುಂಡ್ಲುಪೇಟೆ ಪೊಲೀಸ್ ಠಾಣೆಯಲ್ಲಿ ಕರ್ತವ್ಯ ನಿರ್ವಹಿಸುತ್ತಿದ್ದ ಸಬ್‌ಇನ್ಸ್‌ಪೆಕ್ಟರ್ ಸಿದ್ದರಾಜನಾಯಕ ಅವರು ನಿನ್ನೆ ಹೃದಯಾಘಾತದಿಂದ ಮೃತಪಟ್ಟಿದ್ದಾರೆ. ಚಾಮರಾಜನಗರದ ಪಟ್ಟಣ ಪೊಲೀಸ್ ಠಾಣೆಯಲ್ಲಿ ಅವರು ಹಲವು ವರ್ಷಗಳ ಕಾಲ ಕಾರ್ಯ ನಿರ್ವಹಿಸಿದ್ದರು. ಮೃತರ ಅಂತ್ಯಕ್ರಿಯೆಯು ಸ್ವಗ್ರಾಮದಲ್ಲಿ ನೆರವೇರಿತು. ಮೃತದೇಹವನ್ನು ಜಿಲ್ಲಾ ಪೊಲೀಸ್ ಕವಾಯತು ಮೈದಾನದಲ್ಲಿಟ್ಟು ಪೊಲೀಸ್ ಇಲಾಖೆಯಿಂದ ಗೌರವ ಸಲ್ಲಿಸಲಾಯಿತು. — [364, 1480, 954, 1526]
person-head — [757, 1220, 783, 1246]
headline-vaccine-fake-news: ಕೋವಿಡ್–19 ಲಸಿಕೆ ಕುರಿತು ಫ್ರೆಂಚ್ ನೊಬೆಲ್ ಪ್ರಶಸ್ತಿ ವಿಜೇತರೊಬ್ಬರು ಹೇಳಿದ್ದಾರೆ ಎನ್ನಲಾದ ಸುದ್ದಿ ಸುಳ್ಳು– ಅಸ್ಸಾಂ ಪೊಲೀಸರು — [89, 975, 363, 1040]
headline-bengal-violence: ಪಶ್ಚಿಮ ಬಂಗಾಳ ಚುನಾವಣೋತ್ತರ ಹಿಂಸಾಚಾರ; ಪ್ರತಿಕ್ರಿಯೆ ನೀಡುವಂತೆ ರಾಜ್ಯ ಸರ್ಕಾರಕ್ಕೆ ಸುಪ್ರೀಂಕೋರ್ಟ್ ಸೂಚನೆ — [983, 83, 1241, 147]
divider — [364, 1127, 954, 1128]
article-icu-beds — [364, 870, 954, 1120]
headline-icu-beds: ಸರ್ಕಾರಿ ನೌಕರರಿಗೆ ಎಲ್ಲ ಆಸ್ಪತ್ರೆಗಳಲ್ಲೂ ಐಸಿಯು ಬೆಡ್ ನೀಡಲು ಮನವಿ — [400, 826, 918, 853]
right-column — [962, 76, 1262, 1971]
headline-free-vehicle: ಬಿಜೆಪಿ ಮುಖಂಡ ಮಲ್ಲೇಶರಿಂದ ಅಮಚವಾಡಿ ಗ್ರಾ.ಪಂ.ಗೆ ಉಚಿತ ವಾಹನ ಸೌಲಭ್ಯ — [389, 428, 929, 503]
headline-taskforce: ಮಲೆಮಹದೇಶ್ವರಬೆಟ್ಟ ಗ್ರಾ.ಪಂ ಟಾಸ್ಕ್‌ಫೋರ್ಸ್ ಸಮಿತಿ ರಚನೆ — [436, 1135, 882, 1162]
left-column — [76, 76, 376, 1971]
divider — [77, 969, 375, 970]
article-icu-side: ಚಾಮರಾಜನಗರ.ಮೇ:– ಜಿಲ್ಲೆಯಲ್ಲಿ ಕಾರ್ಯನಿರ್ವಹಿಸುತ್ತಿರುವ ರಾಜ್ಯ ಸರ್ಕಾರಿ ನೌಕರರು ಕೋವಿಡ್–19 ವೈರಸ್‌ಗೆ ತುತ್ತಾಗುವ ಪಕ್ಷದಲ್ಲಿ ತಾಲ್ಲೂಕು ಮತ್ತು ಜಿಲ್ಲಾ ಆಸ್ಪತ್ರೆಗಳಲ್ಲಿ ಪ್ರತ್ಯೇಕವಾದ ಐಸಿಯು ಬೆಡ್ ನೀಡುವ ಕುರಿತು ಜಿಲ್ಲಾ ಸರ್ಕಾರಿ ನೌಕರರ ಸಂಘದ ಅಧ್ಯಕ್ಷ ಚಂದ್ರಶೇಖರ್ ಜಿಲ್ಲಾಧಿಕಾರಿ ಡಾ.ಎಂ.ಆರ್.ರವಿ ಅವರಿಗೆ ಮನವಿ ಪತ್ರ ಸಲ್ಲಿಸಿದರು. — [364, 871, 516, 1013]
article-pulwama: ಶ್ರೀನಗರ: ಜಮ್ಮು–ಕಾಶ್ಮೀರದ ಪುಲ್ವಾಮಾ ಜಿಲ್ಲೆಯಲ್ಲಿ ಮಂಗಳವಾರ ಭದ್ರತಾ ಪಡೆಗಳ ಮೇಲೆ ಉಗ್ರರು ಗ್ರೆನೇಡ್ ದಾಳಿ ನಡೆಸಿದ್ದಾರೆ ಎಂದು ಪೊಲೀಸರು ತಿಳಿಸಿದ್ದಾರೆ. ಈವರೆಗೂ ಘಟನೆಯಲ್ಲಿ ಯಾವುದೇ ಪ್ರಾಣ ಹಾನಿ ಅಥವಾ ಗಾಯಗೊಂಡ ಬಗ್ಗೆ ವರದಿಯಾಗಿಲ್ಲ ಎಂದು ಅವರು ಹೇಳಿದ್ದಾರೆ. ಪುಲ್ವಾಮಾದಲ್ಲಿನ ಸಿಆರ್‌ಪಿಎಫ್ ತಂಡದ ಮೇಲೆ ಉಗ್ರರು ಗ್ರೆನೇಡ್ ಒಂದನ್ನು ಎಸೆದಿದ್ದು, ಅದು ಸ್ಫೋಟಕ್ಕೆ ಕಾರಣವಾಗಿದೆ ಎಂದು ಪೊಲೀಸ್ ಅಧಿಕಾರಿಯೊಬ್ಬರು ತಿಳಿಸಿದ್ದಾರೆ. — [86, 1202, 366, 1295]
